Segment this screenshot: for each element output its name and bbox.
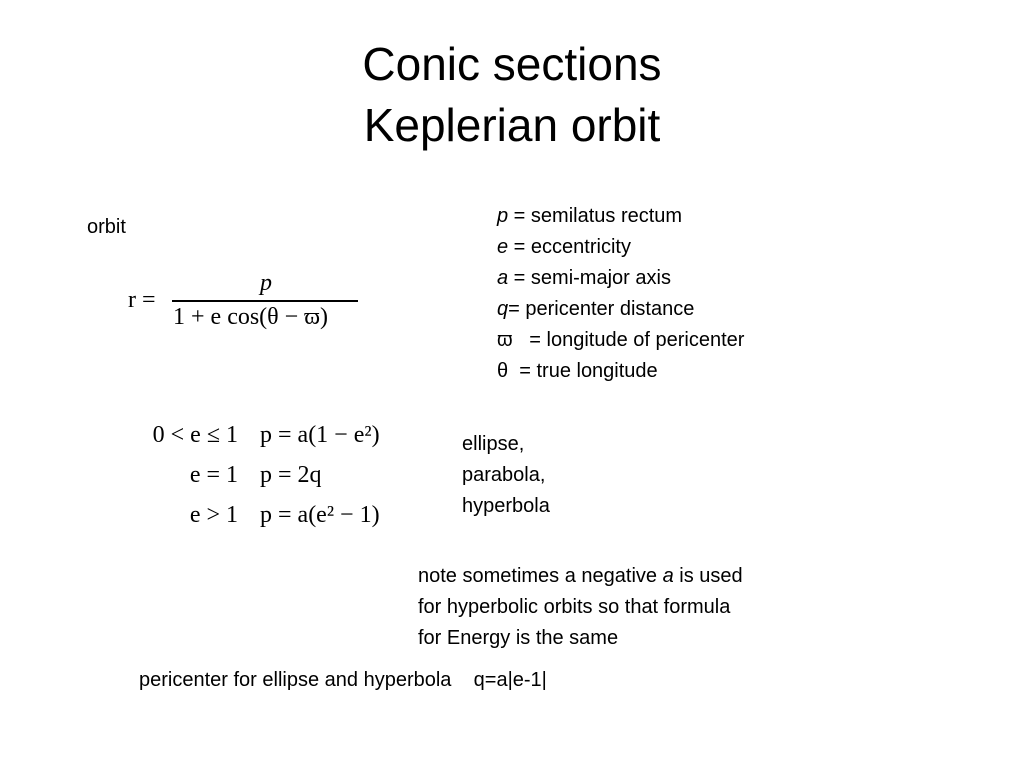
definition-symbol: θ	[497, 360, 509, 382]
definition-item	[497, 263, 744, 294]
title-line-1: Conic sections	[362, 38, 662, 90]
definition-item	[497, 294, 744, 325]
slide-title	[0, 34, 1024, 156]
case-formula: p = a(e² − 1)	[260, 502, 380, 528]
definition-text: = pericenter distance	[508, 298, 695, 320]
case-formula: p = a(1 − e²)	[260, 422, 380, 448]
note-text: note sometimes a negative	[418, 565, 663, 587]
note-text: is used	[673, 565, 743, 587]
definition-text: = semilatus rectum	[508, 205, 683, 227]
title-line-2: Keplerian orbit	[363, 99, 661, 151]
equation-lhs: r =	[128, 287, 156, 313]
definition-item	[497, 201, 744, 232]
definition-symbol: ϖ	[497, 329, 513, 351]
note-line-1	[418, 561, 743, 592]
note-line-3: for Energy is the same	[418, 627, 619, 649]
definition-text: = eccentricity	[508, 236, 631, 258]
case-condition: e > 1	[189, 502, 238, 528]
definition-text: = true longitude	[508, 360, 658, 382]
definition-text: = semi-major axis	[508, 267, 671, 289]
case-condition: e = 1	[189, 462, 238, 488]
definition-item	[497, 356, 744, 387]
note-line-2: for hyperbolic orbits so that formula	[418, 596, 731, 618]
pericenter-line: pericenter for ellipse and hyperbola q=a|e-1|	[139, 669, 547, 691]
orbit-label: orbit	[87, 216, 126, 238]
case-name: parabola,	[462, 464, 546, 486]
definition-item	[497, 232, 744, 263]
definition-item	[497, 325, 744, 356]
note-paragraph	[418, 561, 743, 654]
case-name: hyperbola	[462, 495, 550, 517]
definition-symbol: e	[497, 236, 509, 258]
case-names	[462, 429, 550, 522]
note-symbol: a	[662, 565, 674, 587]
equation-denominator: 1 + e cos(θ − ϖ)	[173, 304, 328, 330]
equation-numerator: p	[260, 270, 272, 296]
definition-symbol: a	[497, 267, 509, 289]
definitions-list	[497, 201, 744, 387]
fraction-bar	[172, 300, 358, 302]
case-name: ellipse,	[462, 433, 525, 455]
definition-symbol: q	[497, 298, 509, 320]
definition-symbol: p	[497, 205, 509, 227]
case-formula: p = 2q	[260, 462, 322, 488]
case-condition: 0 < e ≤ 1	[152, 422, 238, 448]
definition-text: = longitude of pericenter	[512, 329, 745, 351]
